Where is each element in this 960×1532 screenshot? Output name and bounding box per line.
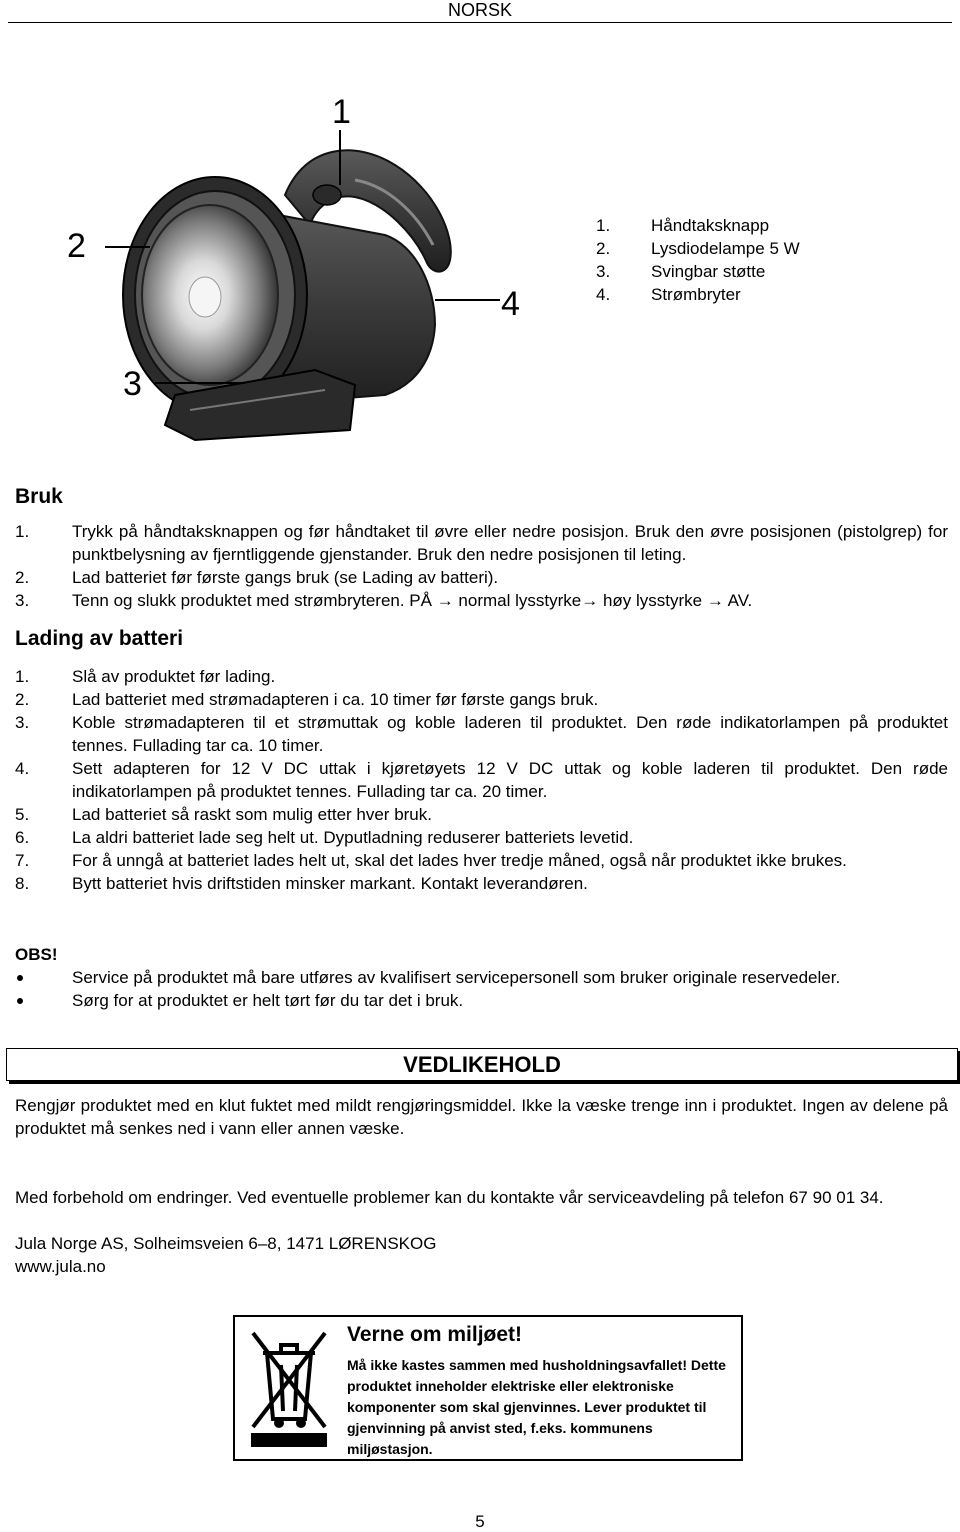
list-item-number: 7.	[15, 851, 30, 870]
parts-item-label: Lysdiodelampe 5 W	[651, 239, 800, 258]
list-item	[15, 757, 948, 803]
list-item-text: Lad batteriet før første gangs bruk (se Lading av batteri).	[72, 568, 499, 587]
bullet-item	[15, 989, 948, 1012]
list-item-text: Koble strømadapteren til et strømuttak og koble laderen til produktet. Den røde indikatorlampen på produktet tennes. Fullading tar ca. 10 timer.	[72, 713, 948, 755]
callout-4: 3	[123, 365, 142, 403]
callout-3: 4	[501, 285, 520, 323]
list-item-number: 5.	[15, 805, 30, 824]
parts-item-label: Svingbar støtte	[651, 262, 766, 281]
list-item	[15, 711, 948, 757]
list-item-number: 2.	[15, 568, 30, 587]
bullet-text: Sørg for at produktet er helt tørt før du tar det i bruk.	[72, 991, 464, 1010]
parts-item-label: Håndtaksknapp	[651, 216, 770, 235]
callout-2: 2	[67, 227, 86, 265]
list-item-text: La aldri batteriet lade seg helt ut. Dyputladning reduserer batteriets levetid.	[72, 828, 634, 847]
list-item-text: Sett adapteren for 12 V DC uttak i kjøretøyets 12 V DC uttak og koble laderen til produktet. Den røde indikatorlampen på produktet tennes. Fullading tar ca. 20 timer.	[72, 759, 948, 801]
list-item-number: 2.	[15, 690, 30, 709]
list-item-number: 1.	[15, 522, 30, 541]
contact-website: www.jula.no	[15, 1257, 106, 1276]
section-heading-lading: Lading av batteri	[15, 627, 184, 650]
list-item-text: Tenn og slukk produktet med strømbryteren. PÅ → normal lysstyrke→ høy lysstyrke → AV.	[72, 591, 753, 610]
parts-item-label: Strømbryter	[651, 285, 741, 304]
obs-list	[15, 966, 948, 1012]
list-item	[15, 826, 948, 849]
list-item-number: 1.	[15, 667, 30, 686]
contact-address: Jula Norge AS, Solheimsveien 6–8, 1471 LØRENSKOG	[15, 1234, 437, 1253]
parts-item-number: 4.	[596, 285, 611, 304]
parts-item-number: 2.	[596, 239, 611, 258]
header-divider	[8, 22, 952, 23]
crossed-bin-icon	[243, 1323, 335, 1451]
list-item-number: 4.	[15, 759, 30, 778]
bullet-icon	[17, 975, 23, 981]
bullet-text: Service på produktet må bare utføres av kvalifisert servicepersonell som bruker originale reservedeler.	[72, 968, 841, 987]
list-item-text: Lad batteriet så raskt som mulig etter hver bruk.	[72, 805, 432, 824]
bruk-list	[15, 520, 948, 612]
bullet-item	[15, 966, 948, 989]
maintenance-title-box	[6, 1048, 958, 1081]
page-header: NORSK	[447, 0, 512, 20]
section-heading-bruk: Bruk	[15, 485, 63, 508]
environment-title: Verne om miljøet!	[347, 1323, 523, 1346]
list-item-text: Lad batteriet med strømadapteren i ca. 10 timer før første gangs bruk.	[72, 690, 599, 709]
list-item-text: For å unngå at batteriet lades helt ut, skal det lades hver tredje måned, også når produktet ikke brukes.	[72, 851, 847, 870]
bullet-icon	[17, 998, 23, 1004]
list-item-text: Bytt batteriet hvis driftstiden minsker markant. Kontakt leverandøren.	[72, 874, 588, 893]
lading-list	[15, 665, 948, 895]
list-item-text: Slå av produktet før lading.	[72, 667, 276, 686]
obs-heading: OBS!	[15, 945, 58, 964]
parts-item-number: 1.	[596, 216, 611, 235]
maintenance-title: VEDLIKEHOLD	[403, 1052, 561, 1077]
list-item	[15, 872, 948, 895]
flashlight-illustration	[55, 85, 535, 455]
environment-text: Må ikke kastes sammen med husholdningsavfallet! Dette produktet inneholder elektriske eller elektroniske komponenter som skal gjenvinnes. Lever produktet til gjenvinning på anvist sted, f.eks. kommunens miljøstasjon.	[347, 1357, 726, 1457]
list-item	[15, 803, 948, 826]
page-number: 5	[475, 1512, 485, 1531]
environment-notice	[233, 1315, 743, 1461]
parts-item-number: 3.	[596, 262, 611, 281]
list-item-text: Trykk på håndtaksknappen og før håndtaket til øvre eller nedre posisjon. Bruk den øvre posisjonen (pistolgrep) for punktbelysning av fjerntliggende gjenstander. Bruk den nedre posisjonen til leting.	[72, 522, 948, 564]
list-item	[15, 520, 948, 566]
flashlight-drawing	[55, 85, 535, 455]
list-item-number: 8.	[15, 874, 30, 893]
contact-text: Med forbehold om endringer. Ved eventuelle problemer kan du kontakte vår serviceavdeling på telefon 67 90 01 34.	[15, 1188, 884, 1207]
maintenance-text: Rengjør produktet med en klut fuktet med mildt rengjøringsmiddel. Ikke la væske trenge inn i produktet. Ingen av delene på produktet må senkes ned i vann eller annen væske.	[15, 1096, 948, 1138]
list-item-number: 3.	[15, 713, 30, 732]
list-item	[15, 688, 948, 711]
list-item	[15, 566, 948, 589]
list-item	[15, 589, 948, 612]
list-item-number: 6.	[15, 828, 30, 847]
list-item-number: 3.	[15, 591, 30, 610]
list-item	[15, 665, 948, 688]
callout-1: 1	[332, 93, 351, 131]
list-item	[15, 849, 948, 872]
